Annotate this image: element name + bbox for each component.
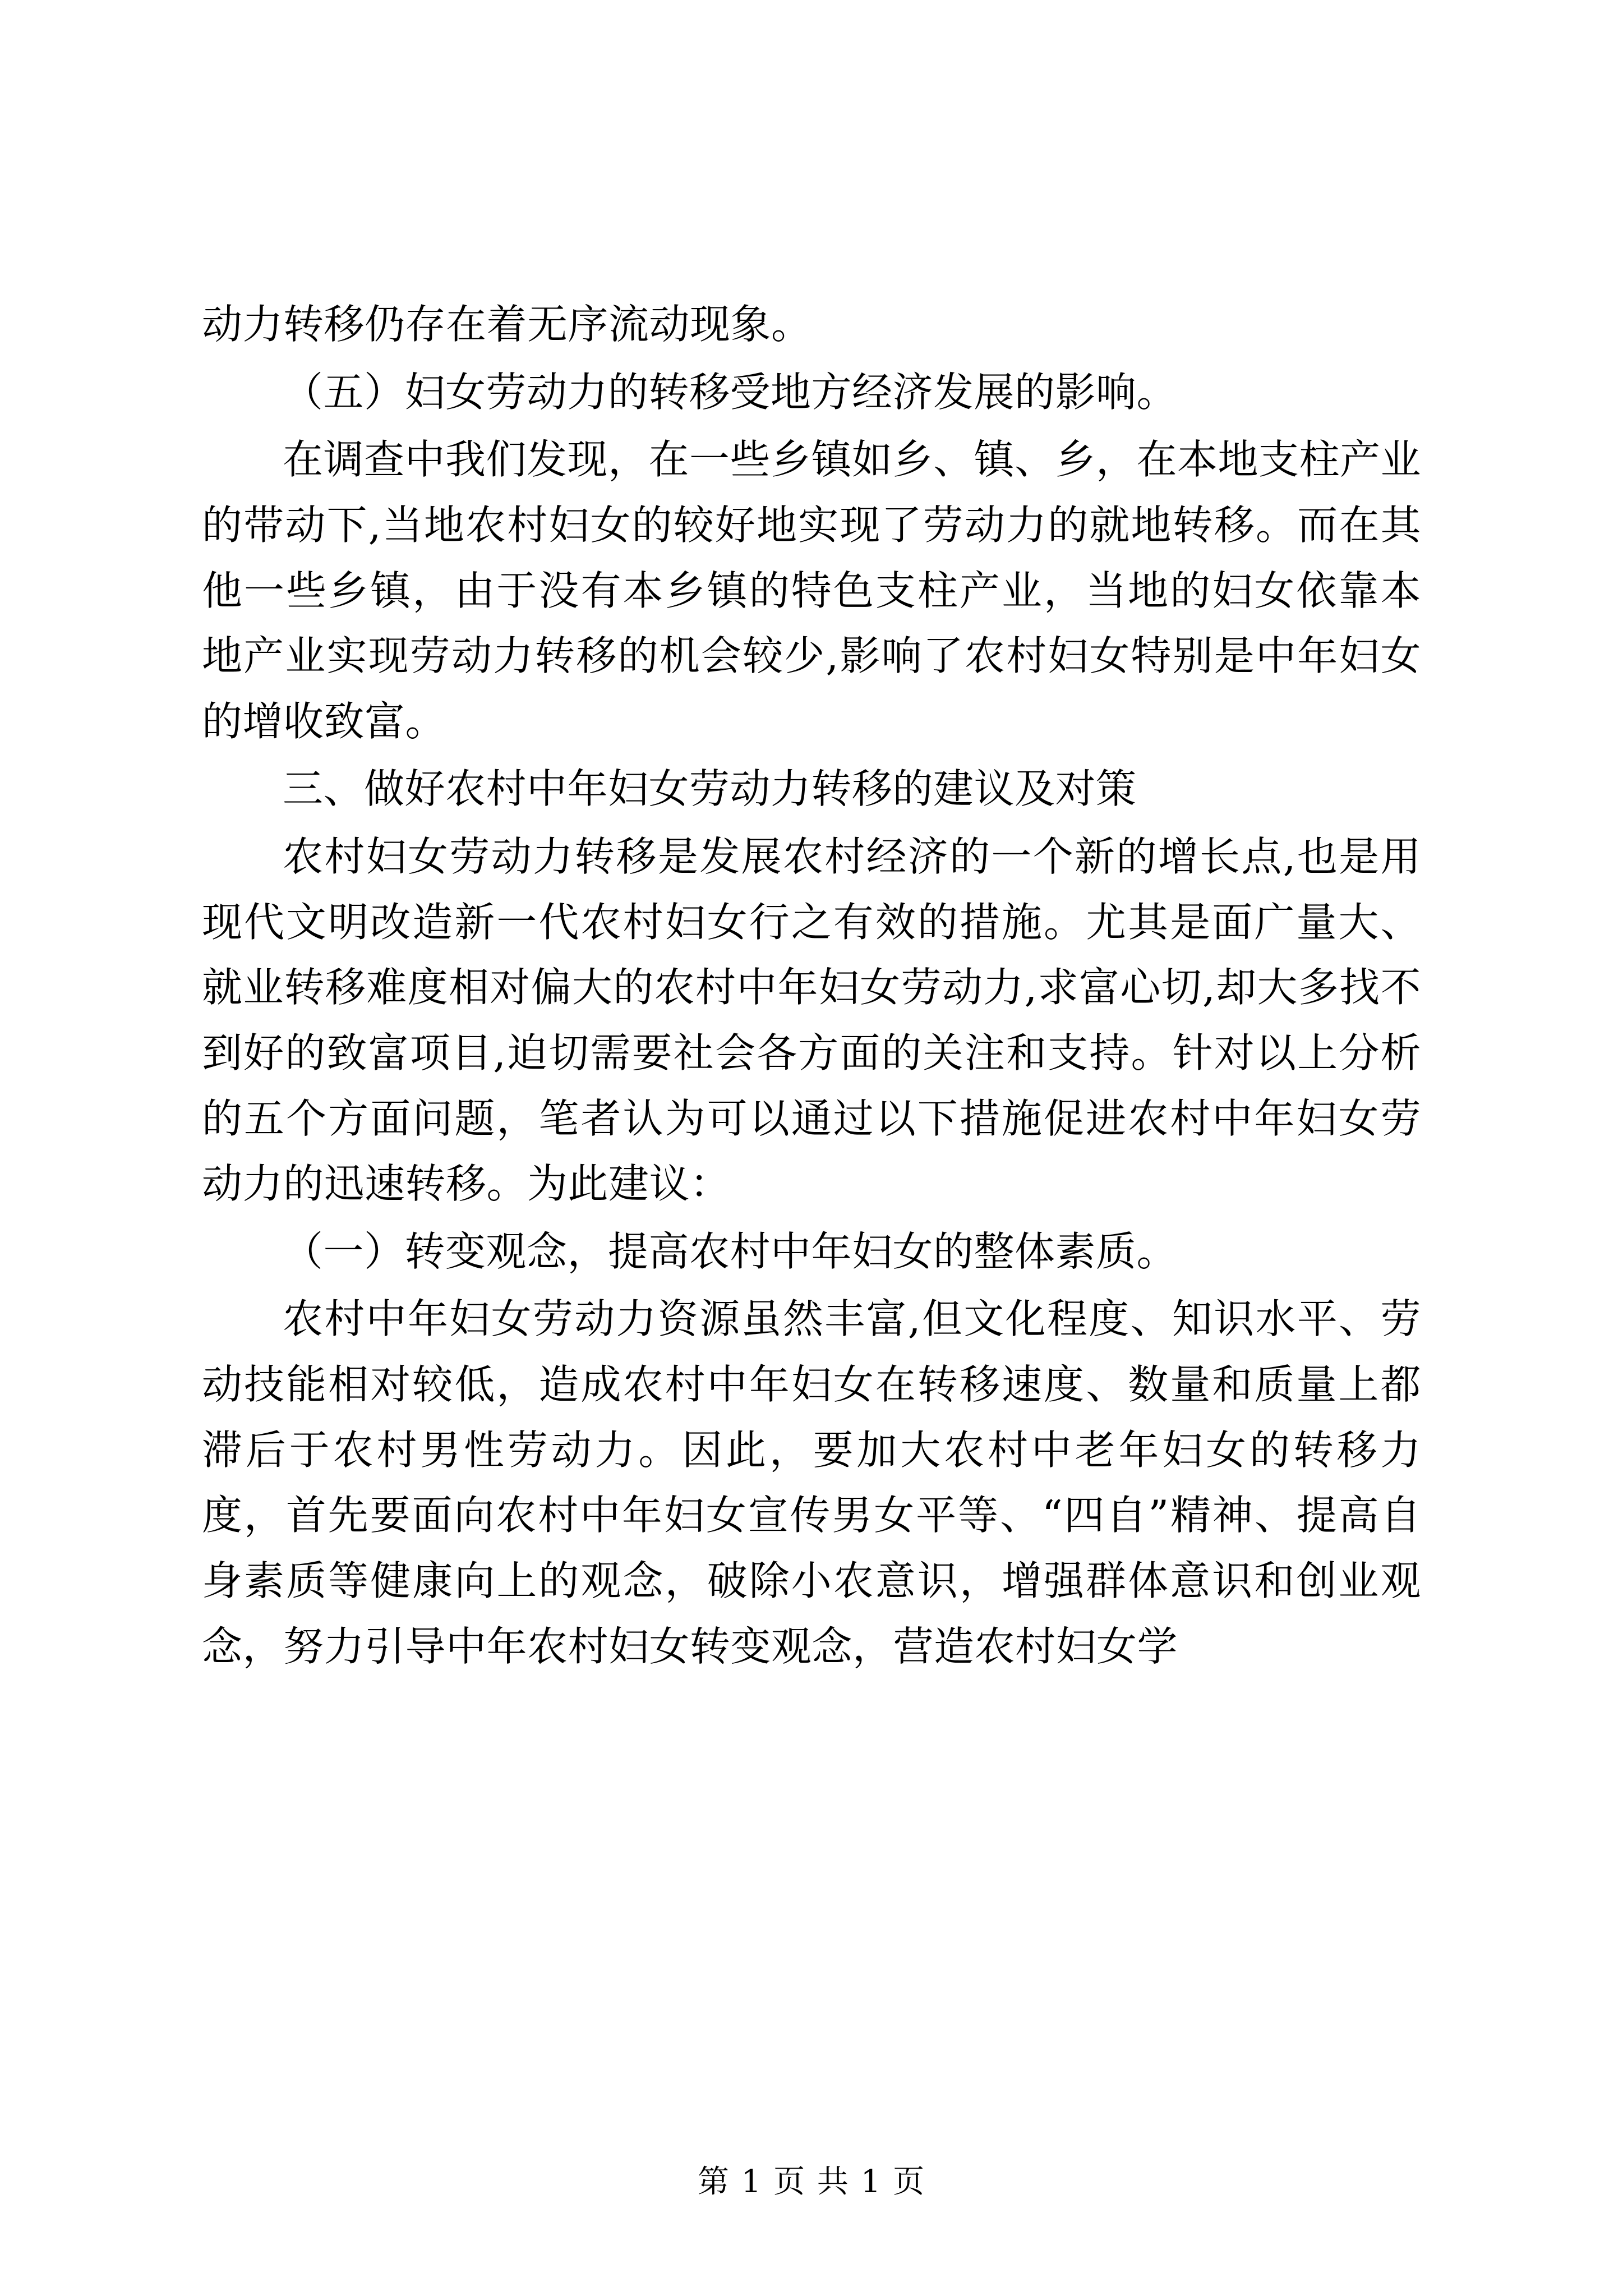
- subsection-heading-1: （一）转变观念，提高农村中年妇女的整体素质。: [283, 1227, 1178, 1275]
- section-heading-3: 三、做好农村中年妇女劳动力转移的建议及对策: [283, 765, 1137, 813]
- paragraph-3: 在调查中我们发现，在一些乡镇如乡、镇、乡，在本地支柱产业的带动下,当地农村妇女的较好地实现了劳动力的就地转移。而在其他一些乡镇，由于没有本乡镇的特色支柱产业，当地的妇女依靠本地产业实现劳动力转移的机会较少,影响了农村妇女特别是中年妇女的增收致富。: [202, 436, 1422, 745]
- paragraph-5: 农村妇女劳动力转移是发展农村经济的一个新的增长点,也是用现代文明改造新一代农村妇女行之有效的措施。尤其是面广量大、就业转移难度相对偏大的农村中年妇女劳动力,求富心切,却大多找不到好的致富项目,迫切需要社会各方面的关注和支持。针对以上分析的五个方面问题，笔者认为可以通过以下措施促进农村中年妇女劳动力的迅速转移。为此建议：: [202, 833, 1421, 1208]
- paragraph-2: （五）妇女劳动力的转移受地方经济发展的影响。: [283, 368, 1178, 416]
- paragraph-7: 农村中年妇女劳动力资源虽然丰富,但文化程度、知识水平、劳动技能相对较低，造成农村中年妇女在转移速度、数量和质量上都滞后于农村男性劳动力。因此，要加大农村中老年妇女的转移力度，首先要面向农村中年妇女宣传男女平等、“四自”精神、提高自身素质等健康向上的观念，破除小农意识，增强群体意识和创业观念，努力引导中年农村妇女转变观念，营造农村妇女学: [202, 1295, 1421, 1670]
- page-footer: 第 1 页 共 1 页: [697, 2164, 926, 2200]
- document-body: [202, 292, 1421, 1679]
- paragraph-1: 动力转移仍存在着无序流动现象。: [202, 301, 812, 348]
